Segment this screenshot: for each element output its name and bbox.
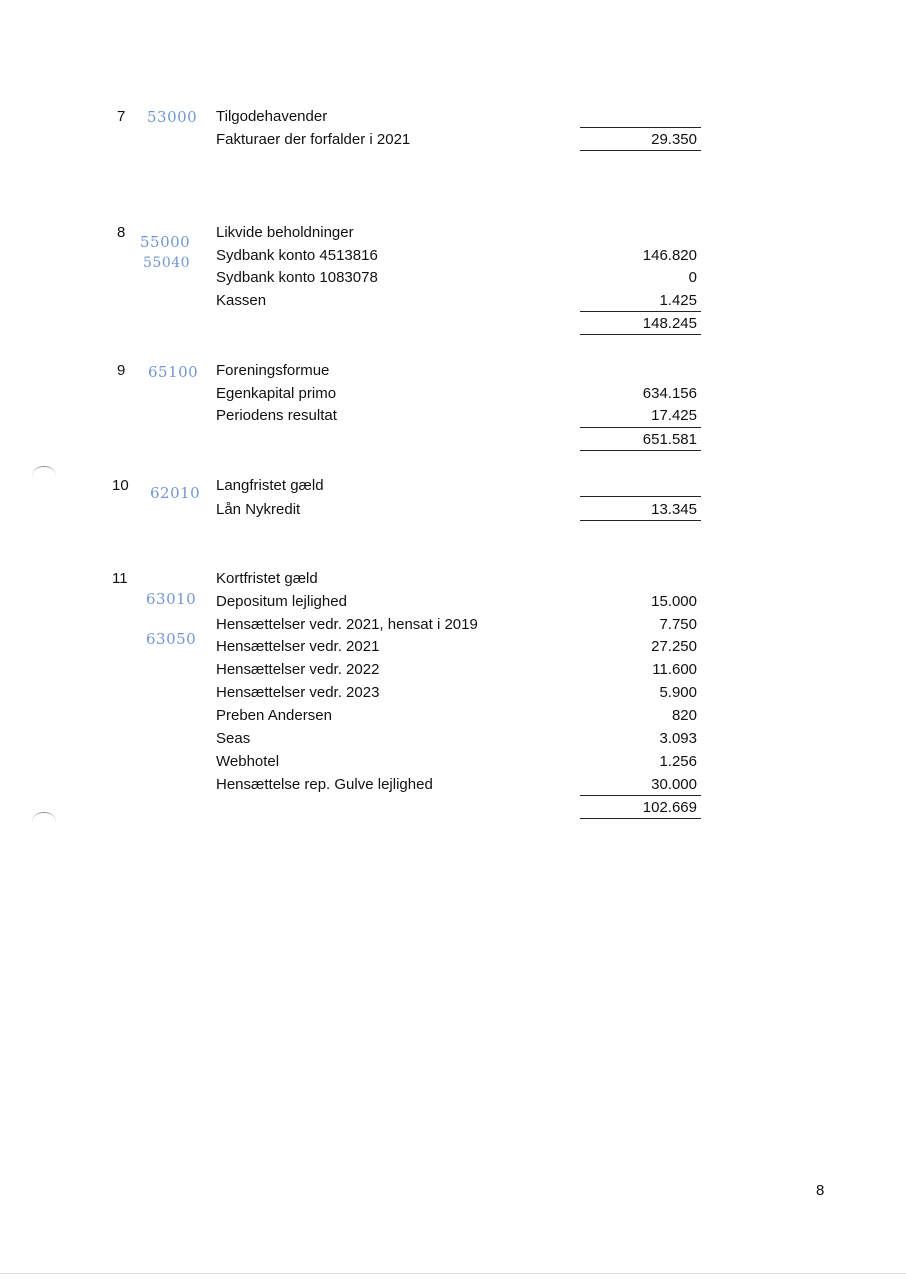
row-label: Sydbank konto 4513816 [216, 247, 378, 264]
row-label: Fakturaer der forfalder i 2021 [216, 131, 411, 148]
handwritten-account: 55040 [143, 255, 191, 271]
row-label: Lån Nykredit [216, 501, 301, 518]
rule [580, 795, 701, 796]
row-label: Kassen [216, 292, 267, 309]
row-label: Hensættelser vedr. 2022 [216, 661, 380, 678]
rule [580, 127, 701, 128]
row-label: Hensættelser vedr. 2021 [216, 638, 380, 655]
row-label: Sydbank konto 1083078 [216, 269, 378, 286]
rule [580, 496, 701, 497]
handwritten-account: 62010 [150, 484, 201, 502]
row-value: 3.093 [659, 730, 697, 747]
row-value: 146.820 [642, 247, 697, 264]
row-value: 1.256 [659, 753, 697, 770]
row-value: 634.156 [642, 385, 697, 402]
page-number: 8 [816, 1182, 825, 1199]
row-value: 13.345 [651, 501, 697, 518]
scan-edge [0, 1273, 906, 1274]
row-label: Hensættelse rep. Gulve lejlighed [216, 776, 433, 793]
note-number: 9 [117, 362, 126, 379]
handwritten-account: 63050 [146, 630, 197, 648]
row-label: Hensættelser vedr. 2023 [216, 684, 380, 701]
section-total: 148.245 [642, 315, 697, 332]
row-value: 27.250 [651, 638, 697, 655]
row-label: Periodens resultat [216, 407, 337, 424]
row-label: Hensættelser vedr. 2021, hensat i 2019 [216, 616, 478, 633]
binder-hole-mark [32, 466, 56, 477]
row-value: 7.750 [659, 616, 697, 633]
row-value: 5.900 [659, 684, 697, 701]
rule [580, 520, 701, 521]
note-number: 7 [117, 108, 126, 125]
note-number: 10 [112, 477, 129, 494]
row-label: Egenkapital primo [216, 385, 337, 402]
handwritten-account: 63010 [146, 590, 197, 608]
rule [580, 150, 701, 151]
section-heading: Langfristet gæld [216, 477, 324, 494]
row-label: Depositum lejlighed [216, 593, 347, 610]
row-value: 820 [671, 707, 697, 724]
section-heading: Foreningsformue [216, 362, 330, 379]
handwritten-account: 55000 [140, 233, 191, 251]
row-value: 29.350 [651, 131, 697, 148]
rule [580, 818, 701, 819]
row-value: 11.600 [652, 661, 697, 678]
row-value: 30.000 [651, 776, 697, 793]
rule [580, 450, 701, 451]
section-heading: Tilgodehavender [216, 108, 328, 125]
section-total: 651.581 [642, 431, 697, 448]
section-heading: Kortfristet gæld [216, 570, 318, 587]
row-label: Seas [216, 730, 251, 747]
handwritten-account: 53000 [147, 108, 198, 126]
row-value: 15.000 [651, 593, 697, 610]
section-heading: Likvide beholdninger [216, 224, 354, 241]
note-number: 11 [112, 570, 128, 587]
row-label: Webhotel [216, 753, 280, 770]
row-label: Preben Andersen [216, 707, 332, 724]
rule [580, 427, 701, 428]
row-value: 1.425 [659, 292, 697, 309]
note-number: 8 [117, 224, 126, 241]
section-total: 102.669 [642, 799, 697, 816]
row-value: 17.425 [651, 407, 697, 424]
handwritten-account: 65100 [148, 363, 199, 381]
rule [580, 334, 701, 335]
row-value: 0 [688, 269, 697, 286]
rule [580, 311, 701, 312]
binder-hole-mark [32, 812, 56, 823]
